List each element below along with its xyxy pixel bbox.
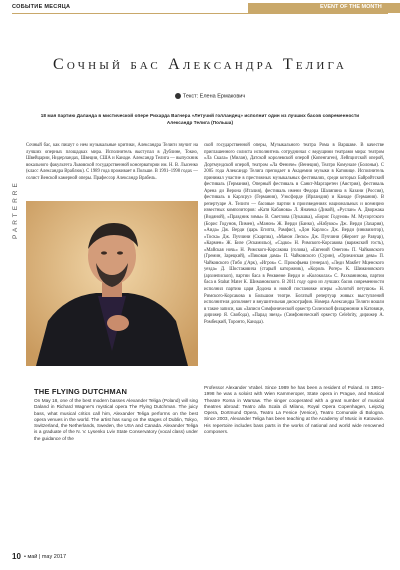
english-col-1: On May 18, one of the best modern basses Alexander Teliga (Poland) will sing Daland in Richard Wagner's mystical opera The Flying Dutchman. The juicy bass, what musical critics call him, Alexander Teliga performs on the best opera venues in the world. The artist has sung on the stages of Dublin, Tokyo, Switzerland, the Netherlands, Sweden, the USA and Canada. Alexander Teliga is a graduate of the N. V. Lysenko Lviv State Conservatory (vocal class) under the guidance of the [34,398,198,441]
byline-text: Текст: Елена Ермакович [182,93,246,100]
section-label-ru: СОБЫТИЕ МЕСЯЦА [12,4,71,10]
page-header [0,0,400,14]
byline [140,93,280,99]
author-icon [175,93,181,99]
side-label: PARTERRE [12,180,19,240]
english-title: THE FLYING DUTCHMAN [34,387,128,396]
section-label-en: EVENT OF THE MONTH [320,4,382,10]
lead-paragraph: 18 мая партию Даланда в мистической опере Рихарда Вагнера «Летучий голландец» исполнит один из лучших басов современности Александр Телига (Польша) [40,113,360,125]
english-col-2: Professor Alexander Vrabel. Since 1989 he has been a resident of Poland. In 1991–1998 he was a soloist with Wien Kammeroper, State opera in Prague, and Musical Theatre Roma in Warsaw. The singer cooperated with a great number of musical theatres abroad: Teatro alla Scala di Milano, Royal Opera Copenhagen, Leipzig Opera, Dortmund Opera, Teatro La Fenice (Venice), Teatro Comunale di Bologna. Since 2003, Alexander Teliga has been teaching at the Academy of Music in Katowice. His repertoire includes bass parts in the works of national and world wide renowned composers. [204,385,384,435]
article-title: Сочный бас Александра Телига [53,56,347,73]
header-divider [12,13,388,14]
issue-label: • май | may 2017 [24,554,67,560]
portrait-photo [26,201,198,366]
article-col-2: ской государственной оперы, Музыкального театра Рома в Варшаве. В качестве приглашенного солиста исполнитель сотрудничал с ведущими театрами мира: театром «Ла Скала» (Милан), Датской королевской оперой (Копенгаген), Лейпцигской оперой, Дортмундской оперой, театром «Ла Фениче» (Венеция), Театро Комунале (Болонья). С 2005 года Александр Телига преподает в Академии музыки в Катовице. Исполнитель принимал участие в престижных музыкальных фестивалях, среди которых Байройтский фестиваль (Германия), Оперный фестиваль в Санкт-Маргаретен (Австрия), фестиваль Арена ди Верона (Италия), фестиваль имени Федора Шаляпина в Казани (Россия), фестиваль в Карлсруэ (Германия), Уэксфорде (Ирландия) и Канаде (Германия). В репертуаре А. Телиги — басовые партии в произведениях национальных и всемирно известных композиторов: «Катя Кабанова» Л. Яначека (Дикой), «Руслан» А. Дворжака (Водяной), «Праздник зимы» В. Светлова (Лукашка), «Борис Годунов» М. Мусоргского (Борис Годунов, Пимен), «Манон» Ж. Верди (Банко), «Набукко» Дж. Верди (Захария), «Аида» Дж. Верди (царь Египта, Рамфис), «Дон Карлос» Дж. Верди (инквизитор), «Тоска» Дж. Пуччини (Скарпиа), «Манон Леско» Дж. Пуччини (Жеронт де Равуар), «Кармен» Ж. Бизе (Эскамильо), «Садко» Н. Римского-Корсакова (варяжский гость), «Майская ночь» Н. Римского-Корсакова (голова), «Евгений Онегин» П. Чайковского (Гремин, Зарецкий), «Пиковая дама» П. Чайковского (Сурин), «Орлеанская дева» П. Чайковского (Тибо д'Арк), «Игрок» С. Прокофьева (генерал), «Леди Макбет Мценского уезда» Д. Шостаковича (старый каторжник), «Король Рогер» К. Шимановского (архиепископ), партии баса в Реквиеме Верди и «Колоколах» С. Рахманинова, партии баса в Stabat Mater К. Шимановского. В 2011 году одно из лучших басов современности исполнил партию царя Додона в новой постановке оперы «Золотой петушок» Н. Римского-Корсакова в Большом театре. Богатый репертуар живых выступлений исполнителя дополняет и внушительная дискография. Номера Александра Телиги вошли в такие записи, как «Записи Симфонической оркестр Силезской филармонии в Катовице, дирижер Я. Свобода), «Парад звезд» (Симфонический оркестр Celebrity, дирижер А. Ромбецкий, Торонто, Канада). [204,143,384,325]
portrait-image [26,201,198,366]
article-col-1: Сочный бас, как пишут о нем музыкальные критики, Александра Телиги звучит на лучших оперных площадках мира. Исполнитель выступал в Дублине, Токио, Швейцарии, Нидерландах, Швеции, США и Канаде. Александр Телига — выпускник вокального факультета Львовской государственной консерватории им. Н. В. Лысенко (класс Александра Враблюк). С 1989 года проживает в Польше. В 1991–1998 годах — солист Венской камерной оперы. Прафессор Александр Врабель. [26,143,198,181]
page-number: 10 [12,552,21,561]
